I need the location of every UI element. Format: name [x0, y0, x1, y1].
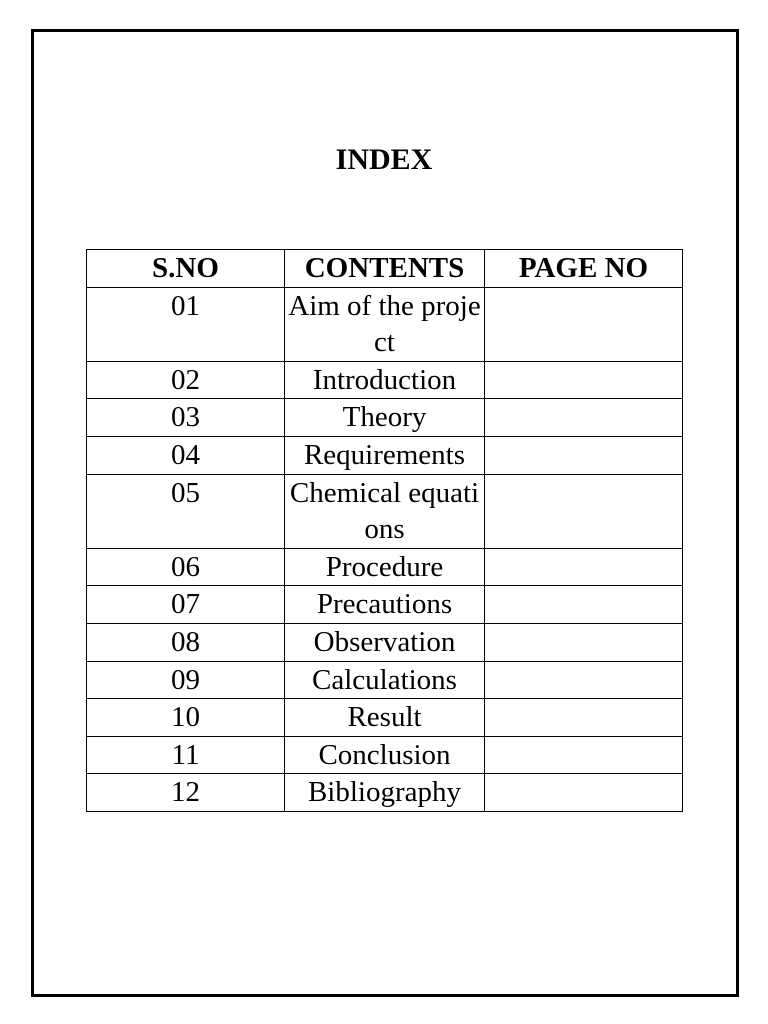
header-sno: S.NO — [87, 250, 285, 288]
content-cell: Conclusion — [285, 736, 485, 774]
table-row — [87, 474, 683, 548]
content-cell: Aim of the project — [285, 287, 485, 361]
header-page-no: PAGE NO — [485, 250, 683, 288]
sno-cell: 03 — [87, 399, 285, 437]
sno-cell: 07 — [87, 586, 285, 624]
sno-cell: 04 — [87, 436, 285, 474]
sno-cell: 12 — [87, 774, 285, 812]
table-row — [87, 287, 683, 361]
table-row — [87, 586, 683, 624]
content-cell: Bibliography — [285, 774, 485, 812]
page-cell — [485, 287, 683, 361]
page-cell — [485, 474, 683, 548]
page-cell — [485, 399, 683, 437]
page-cell — [485, 699, 683, 737]
table-row — [87, 361, 683, 399]
table-row — [87, 548, 683, 586]
page-cell — [485, 586, 683, 624]
table-row — [87, 436, 683, 474]
sno-cell: 10 — [87, 699, 285, 737]
sno-cell: 11 — [87, 736, 285, 774]
content-cell: Calculations — [285, 661, 485, 699]
page-cell — [485, 361, 683, 399]
sno-cell: 06 — [87, 548, 285, 586]
page-title: INDEX — [335, 143, 433, 176]
header-contents: CONTENTS — [285, 250, 485, 288]
content-cell: Introduction — [285, 361, 485, 399]
table-header-row — [87, 250, 683, 288]
table-row — [87, 623, 683, 661]
content-cell: Precautions — [285, 586, 485, 624]
page-cell — [485, 661, 683, 699]
sno-cell: 09 — [87, 661, 285, 699]
table-row — [87, 699, 683, 737]
content-cell: Theory — [285, 399, 485, 437]
page-cell — [485, 774, 683, 812]
page-cell — [485, 548, 683, 586]
sno-cell: 02 — [87, 361, 285, 399]
sno-cell: 08 — [87, 623, 285, 661]
index-table — [86, 249, 683, 812]
table-row — [87, 399, 683, 437]
table-row — [87, 661, 683, 699]
sno-cell: 05 — [87, 474, 285, 548]
sno-cell: 01 — [87, 287, 285, 361]
page-cell — [485, 623, 683, 661]
content-cell: Chemical equations — [285, 474, 485, 548]
table-row — [87, 736, 683, 774]
content-cell: Requirements — [285, 436, 485, 474]
page-cell — [485, 436, 683, 474]
content-cell: Result — [285, 699, 485, 737]
page-cell — [485, 736, 683, 774]
content-cell: Observation — [285, 623, 485, 661]
content-cell: Procedure — [285, 548, 485, 586]
table-row — [87, 774, 683, 812]
